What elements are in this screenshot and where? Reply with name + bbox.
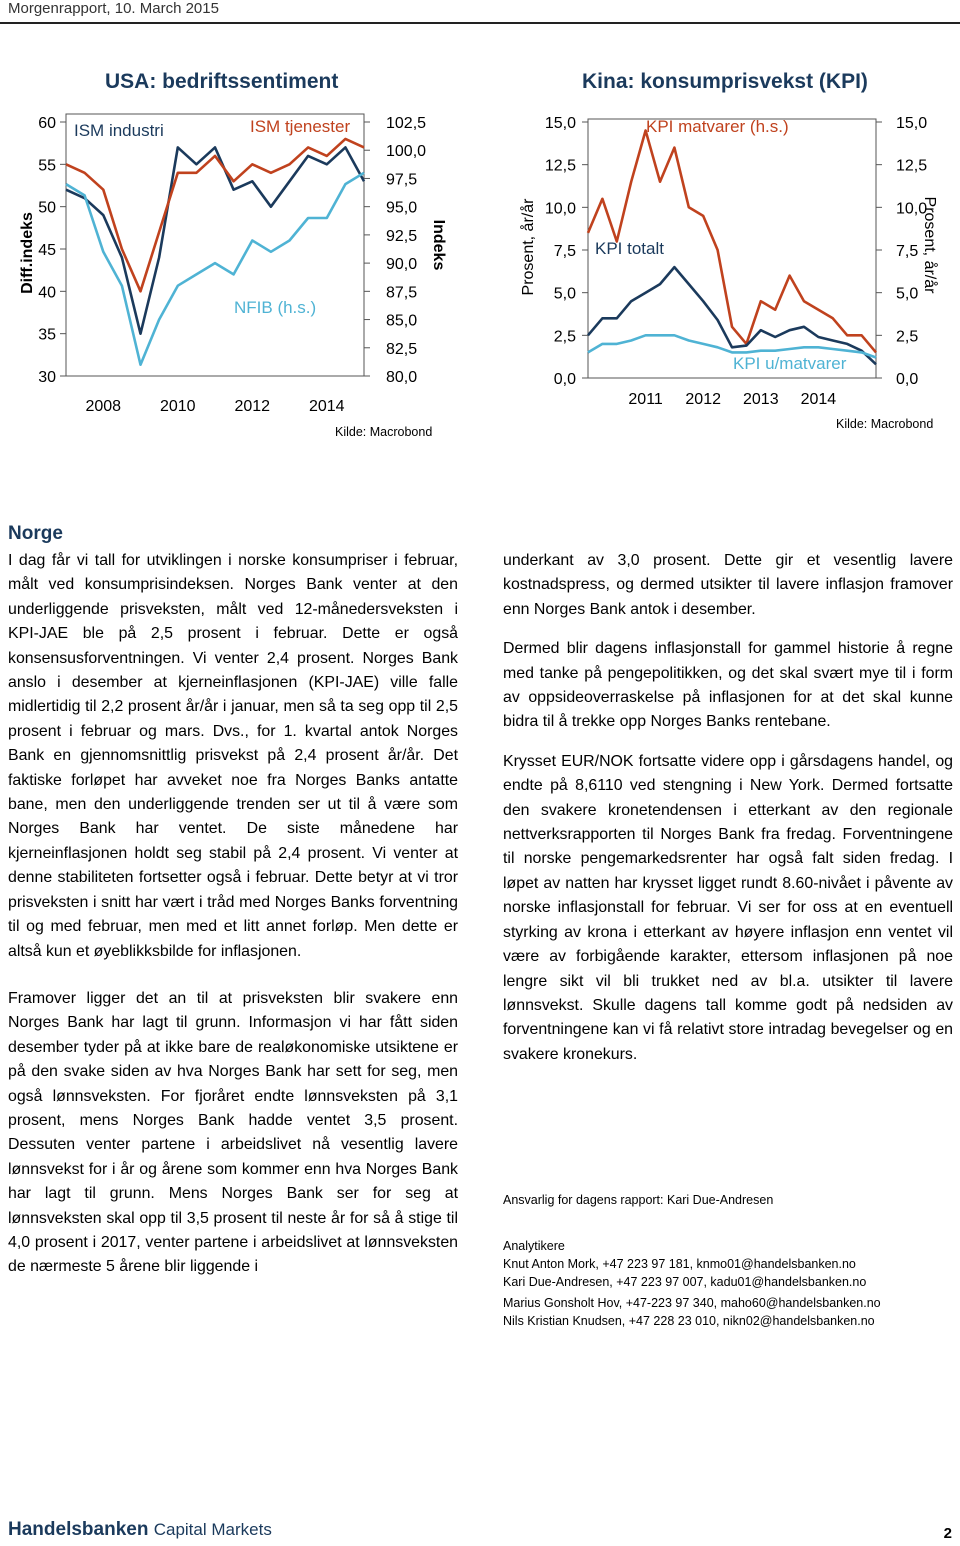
kina-left-tick-label: 10,0 bbox=[544, 200, 576, 218]
usa-x-tick-label: 2008 bbox=[85, 398, 122, 415]
usa-left-axis-label: Diff.indeks bbox=[19, 212, 36, 294]
kina-right-ticks bbox=[876, 115, 927, 388]
usa-right-tick-label: 85,0 bbox=[386, 312, 418, 330]
paragraph: Krysset EUR/NOK fortsatte videre opp i gårsdagens handel, og endte på 8,6110 ved stengning i New York. Dermed fortsatte den svakere kronetendensen i etterkant av den regionale nettverksrapporten til Norges Bank fra fredag. Forventningene til norske pengemarkedsrenter har også falt siden fredag. I løpet av natten har krysset ligget rundt 8.60-nivået i påvente av norske inflasjonstall for februar. Vi ser for oss at en eventuell styrking av krona i etterkant av høyere inflasjon enn ventet vil være av forbigående karakter, ettersom inflasjonen på noe lengre sikt vil bli trukket ned av bl.a. utsikter til lavere lønnsvekst. Skulle dagens tall komme godt på nedsiden av forventningene kan vi få relativt store intradag bevegelser og en svakere kronekurs. bbox=[503, 752, 953, 1063]
kina-left-tick-label: 5,0 bbox=[553, 285, 576, 303]
kina-x-tick-label: 2011 bbox=[628, 391, 663, 408]
kina-label-umatvarer: KPI u/matvarer bbox=[733, 354, 847, 373]
usa-left-tick-label: 60 bbox=[38, 115, 56, 132]
usa-x-tick-label: 2014 bbox=[308, 398, 345, 415]
usa-right-tick-label: 80,0 bbox=[386, 369, 418, 386]
kina-chart bbox=[500, 95, 960, 430]
kina-left-tick-label: 2,5 bbox=[553, 328, 576, 346]
paragraph: Dermed blir dagens inflasjonstall for gammel historie å regne med tanke på pengepolitikken, og det skal svært mye til i form av oppsideoverraskelse på inflasjonen for at det skal kunne bidra til å trekke opp Norges Banks rentebane. bbox=[503, 640, 953, 731]
brand-logo bbox=[8, 1519, 272, 1541]
analyst-line: Marius Gonsholt Hov, +47-223 97 340, maho60@handelsbanken.no bbox=[503, 1296, 881, 1310]
usa-series-lines bbox=[66, 139, 364, 365]
usa-left-tick-label: 35 bbox=[38, 326, 56, 344]
kina-right-tick-label: 7,5 bbox=[896, 243, 919, 260]
usa-right-axis-label: Indeks bbox=[430, 219, 447, 271]
usa-right-tick-label: 95,0 bbox=[386, 199, 418, 217]
usa-right-tick-label: 92,5 bbox=[386, 227, 418, 245]
kina-left-tick-label: 12,5 bbox=[544, 157, 576, 175]
usa-label-ism-tjenester: ISM tjenester bbox=[250, 117, 351, 136]
analysts-block bbox=[503, 1237, 953, 1330]
kina-right-tick-label: 10,0 bbox=[896, 200, 928, 218]
kina-right-tick-label: 0,0 bbox=[896, 371, 919, 388]
kina-left-tick-label: 0,0 bbox=[553, 371, 576, 388]
analysts-heading: Analytikere bbox=[503, 1239, 565, 1253]
usa-right-tick-label: 100,0 bbox=[386, 143, 427, 161]
usa-series-line-ism_industri bbox=[66, 147, 364, 333]
kina-right-tick-label: 5,0 bbox=[896, 285, 919, 303]
usa-x-ticks bbox=[85, 398, 344, 415]
brand-sub: Capital Markets bbox=[153, 1520, 272, 1539]
usa-x-tick-label: 2012 bbox=[234, 398, 271, 415]
kina-right-tick-label: 15,0 bbox=[896, 115, 928, 132]
usa-right-ticks bbox=[364, 115, 426, 386]
usa-left-tick-label: 50 bbox=[38, 199, 56, 217]
kina-left-axis-label: Prosent, år/år bbox=[520, 198, 537, 296]
kina-left-tick-label: 15,0 bbox=[544, 115, 576, 132]
kina-source: Kilde: Macrobond bbox=[836, 417, 934, 431]
kina-x-tick-label: 2013 bbox=[743, 391, 779, 408]
usa-right-tick-label: 87,5 bbox=[386, 284, 418, 302]
article-column-right bbox=[503, 549, 953, 1067]
usa-left-tick-label: 40 bbox=[38, 284, 56, 302]
usa-x-tick-label: 2010 bbox=[159, 398, 196, 415]
kina-right-tick-label: 12,5 bbox=[896, 157, 928, 175]
usa-chart bbox=[0, 95, 460, 430]
section-heading: Norge bbox=[8, 523, 63, 544]
usa-right-tick-label: 90,0 bbox=[386, 256, 418, 274]
page-number: 2 bbox=[943, 1525, 952, 1542]
kina-label-matvarer: KPI matvarer (h.s.) bbox=[646, 117, 789, 136]
kina-left-tick-label: 7,5 bbox=[553, 243, 576, 260]
usa-right-tick-label: 102,5 bbox=[386, 115, 427, 132]
usa-left-tick-label: 45 bbox=[38, 242, 56, 259]
kina-label-totalt: KPI totalt bbox=[595, 239, 664, 258]
paragraph: Framover ligger det an til at prisveksten blir svakere enn Norges Bank har lagt til grunn. Informasjon vi har fått siden desember tyder på at ikke bare de realøkonomiske utsiktene er på den svake siden av hva Norges Bank har sett for seg, men også lønnsveksten. For fjoråret endte lønnsveksten på 3,1 prosent, mens Norges Bank hadde ventet 3,5 prosent. Dessuten venter partene i arbeidslivet nå vesentlig lavere lønnsvekst for i år og årene som kommer enn hva Norges Bank har lagt til grunn. Mens Norges Bank ser for seg at lønnsveksten skal opp til 3,5 prosent til neste år for så å stige til 4,0 prosent i 2017, venter partene i arbeidslivet at lønnsveksten de nærmeste 5 årene blir liggende i bbox=[8, 989, 458, 1276]
kina-left-ticks bbox=[545, 115, 588, 388]
usa-right-tick-label: 97,5 bbox=[386, 171, 418, 189]
analyst-line: Nils Kristian Knudsen, +47 228 23 010, nikn02@handelsbanken.no bbox=[503, 1314, 875, 1328]
responsible-line: Ansvarlig for dagens rapport: Kari Due-Andresen bbox=[503, 1193, 774, 1207]
usa-left-tick-label: 30 bbox=[38, 369, 56, 386]
kina-right-axis-label: Prosent, år/år bbox=[921, 196, 938, 294]
kina-x-tick-label: 2014 bbox=[800, 391, 837, 408]
brand-name: Handelsbanken bbox=[8, 1519, 149, 1540]
analyst-line: Knut Anton Mork, +47 223 97 181, knmo01@handelsbanken.no bbox=[503, 1257, 856, 1271]
header-divider bbox=[0, 22, 960, 24]
paragraph: underkant av 3,0 prosent. Dette gir et vesentlig lavere kostnadspress, og dermed utsikter til lavere inflasjon framover enn Norges Bank antok i desember. bbox=[503, 552, 953, 618]
kina-x-ticks bbox=[628, 391, 836, 408]
analyst-line: Kari Due-Andresen, +47 223 97 007, kadu01@handelsbanken.no bbox=[503, 1275, 867, 1289]
usa-label-nfib: NFIB (h.s.) bbox=[234, 298, 317, 317]
usa-left-ticks bbox=[38, 115, 66, 386]
kina-x-tick-label: 2012 bbox=[685, 391, 721, 408]
kina-right-tick-label: 2,5 bbox=[896, 328, 919, 346]
usa-series-line-nfib bbox=[66, 173, 364, 365]
usa-right-tick-label: 82,5 bbox=[386, 340, 418, 358]
usa-label-ism-industri: ISM industri bbox=[74, 121, 164, 140]
kina-chart-title: Kina: konsumprisvekst (KPI) bbox=[582, 70, 868, 93]
report-header: Morgenrapport, 10. March 2015 bbox=[8, 0, 219, 17]
paragraph: I dag får vi tall for utviklingen i norske konsumpriser i februar, målt ved konsumprisindeksen. Norges Bank venter at den underliggende prisveksten, målt ved 12-månedersveksten i KPI-JAE ble på 2,5 prosent i februar. Dette er også konsensusforventningen. Vi venter 2,4 prosent. Norges Bank anslo i desember at kjerneinflasjonen (KPI-JAE) ville falle midlertidig til 2,2 prosent år/år i januar, men så ta seg opp til 2,5 prosent i februar og mars. Dvs., for 1. kvartal antok Norges Bank en gjennomsnittlig prisvekst på 2,4 prosent år/år. Det faktiske forløpet har avveket noe fra Norges Banks antatte bane, men den underliggende trenden ser ut til å være som Norges Bank har ventet. De siste månedene har kjerneinflasjonen holdt seg stabil på 2,4 prosent. Vi venter at denne stabiliteten fortsetter også i februar. Dette betyr at vi tror prisveksten i snitt har vært i tråd med Norges Banks forventning til og med februar, men med et litt annet forløp. Men dette er altså kun et øyeblikksbilde for inflasjonen. bbox=[8, 552, 458, 960]
usa-chart-title: USA: bedriftssentiment bbox=[105, 70, 339, 93]
usa-left-tick-label: 55 bbox=[38, 157, 56, 175]
usa-source: Kilde: Macrobond bbox=[335, 425, 433, 439]
article-column-left bbox=[8, 549, 458, 1280]
